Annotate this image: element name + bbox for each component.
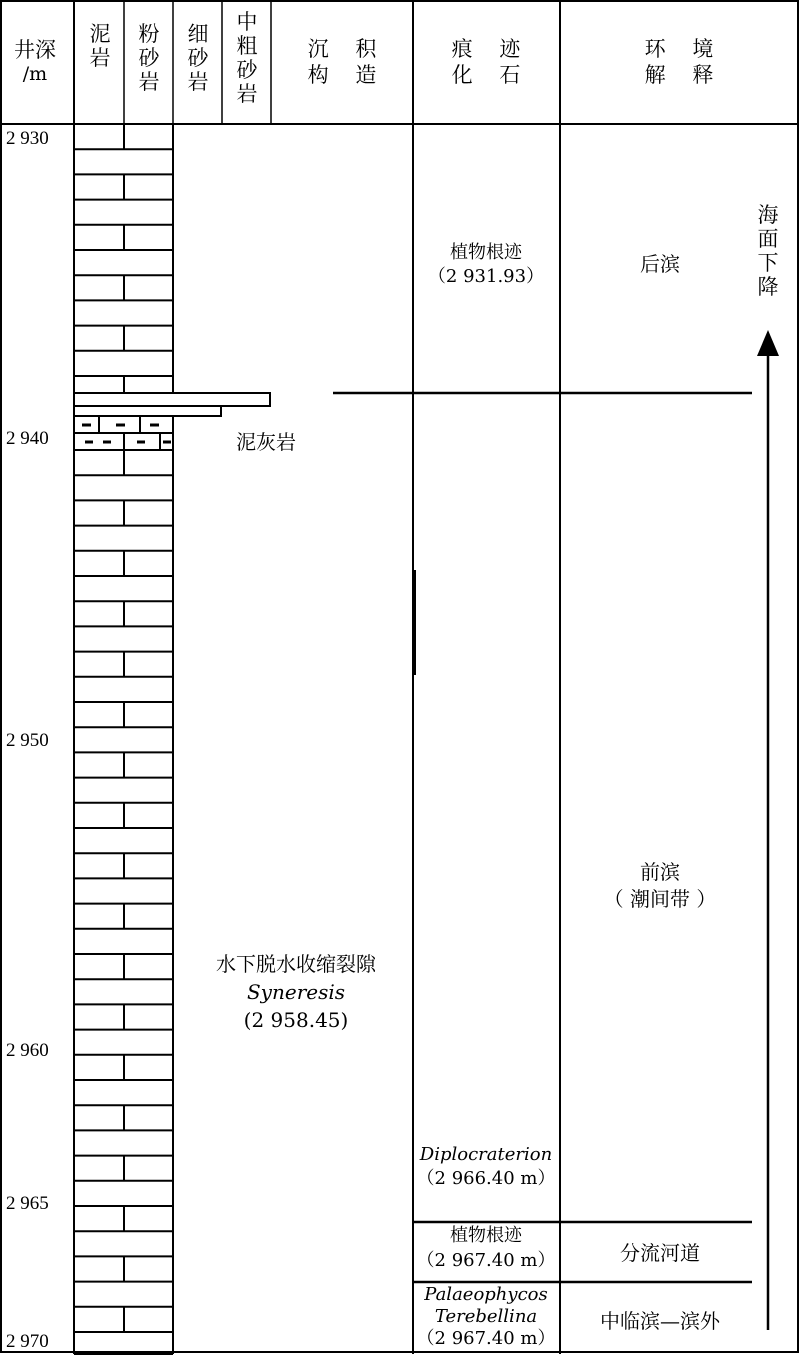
root-trace-upper: 植物根迹 [450, 242, 522, 263]
mud-limestone-pattern [74, 416, 173, 450]
env-foreshore-sub: （ 潮间带 ） [603, 887, 717, 911]
sandstone-bed [74, 393, 270, 406]
header-env-line2: 解 释 [644, 63, 724, 87]
header-trace-line1: 痕 迹 [451, 37, 531, 61]
depth-tick: 2 930 [6, 128, 49, 149]
palaeophycos-depth: （2 967.40 m） [416, 1328, 556, 1349]
depth-tick: 2 960 [6, 1040, 49, 1061]
terebellina-label: Terebellina [434, 1306, 538, 1327]
sea-level-label: 海 面 下 降 [757, 203, 779, 299]
header-finesand: 细 砂 岩 [187, 22, 209, 94]
header-trace-fossils [452, 36, 531, 88]
palaeophycos-label: Palaeophycos [424, 1284, 548, 1305]
header-sed-line1: 沉 积 [307, 37, 387, 61]
sea-level-arrow-head [757, 330, 779, 356]
root-trace-lower: 植物根迹 [450, 1225, 522, 1246]
header-env-line1: 环 境 [644, 37, 724, 61]
diplocraterion-depth: （2 966.40 m） [416, 1168, 556, 1189]
depth-tick: 2 940 [6, 428, 49, 449]
syneresis-cn-label: 水下脱水收缩裂隙 [216, 952, 376, 976]
syneresis-depth-label: (2 958.45) [243, 1008, 349, 1032]
syneresis-en-label: Syneresis [246, 980, 346, 1004]
env-offshore: 中临滨—滨外 [600, 1309, 720, 1333]
root-trace-lower-depth: （2 967.40 m） [416, 1250, 556, 1271]
mud-limestone-label: 泥灰岩 [236, 430, 296, 454]
header-trace-line2: 化 石 [451, 63, 531, 87]
diplocraterion-label: Diplocraterion [419, 1144, 553, 1165]
depth-tick: 2 965 [6, 1193, 49, 1214]
header-mudstone: 泥 岩 [89, 22, 111, 70]
mudstone-pattern [74, 124, 173, 1354]
depth-tick: 2 950 [6, 730, 49, 751]
header-depth-unit: /m [22, 63, 48, 85]
header-sedimentary-structures [308, 36, 387, 88]
root-trace-upper-depth: （2 931.93） [427, 266, 545, 287]
header-depth [10, 38, 60, 86]
header-environment [645, 36, 724, 88]
header-sed-line2: 构 造 [307, 63, 387, 87]
env-backshore: 后滨 [640, 252, 680, 276]
depth-tick: 2 970 [6, 1331, 49, 1352]
env-foreshore: 前滨 [640, 860, 680, 884]
header-depth-cn: 井深 [14, 38, 56, 62]
sandstone-bed [74, 406, 221, 416]
header-coarsesand: 中 粗 砂 岩 [236, 10, 258, 106]
header-siltstone: 粉 砂 岩 [138, 22, 160, 94]
env-distributary-channel: 分流河道 [620, 1241, 700, 1265]
